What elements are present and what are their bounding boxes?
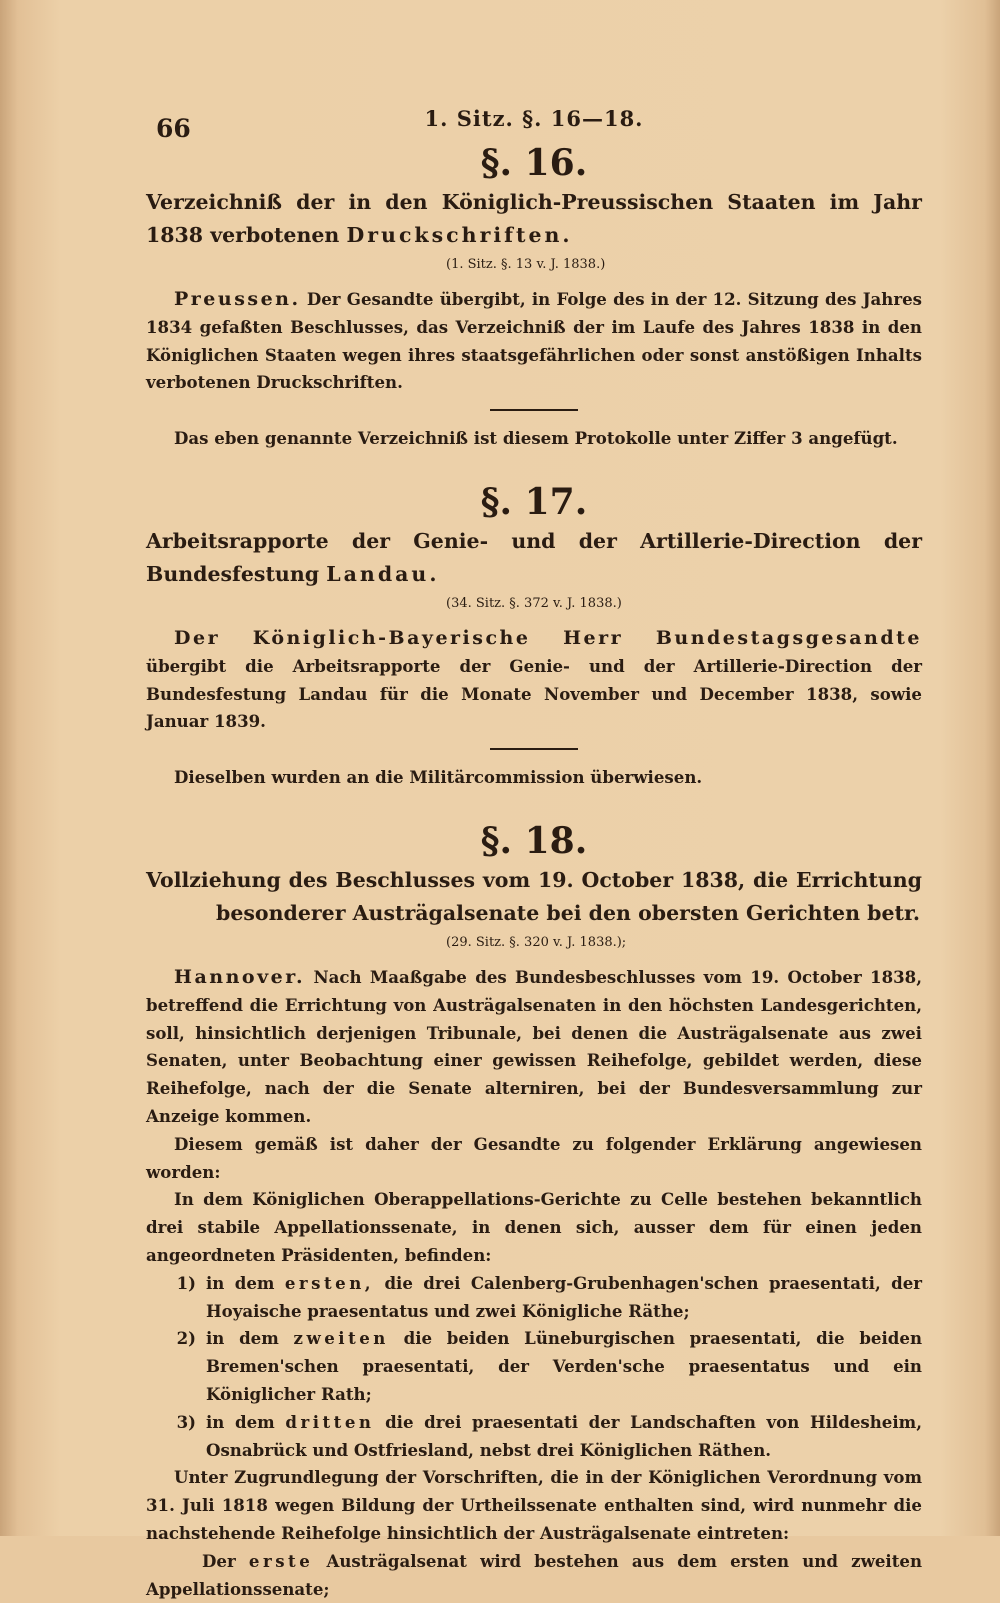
list-item-number: 3) bbox=[176, 1411, 196, 1432]
section-18-paragraph-1 bbox=[146, 964, 922, 1131]
section-18-reference: (29. Sitz. §. 320 v. J. 1838.); bbox=[446, 934, 627, 950]
running-head bbox=[146, 100, 922, 143]
list-item-text: in dem zweiten die beiden Lüneburgischen praesentati, die beiden Bremen'schen praesentati, der Verden'sche praesentatus und ein Königlicher Rath; bbox=[206, 1328, 923, 1404]
section-17-title bbox=[146, 525, 922, 591]
section-17-p1-text: übergibt die Arbeitsrapporte der Genie- und der Artillerie-Direction der Bundesfestung Landau für die Monate November und December 1838, sowie Januar 1839. bbox=[146, 655, 922, 732]
section-16-number: §. 16. bbox=[480, 142, 588, 184]
section-divider bbox=[490, 409, 578, 411]
list-item-text: in dem dritten die drei praesentati der Landschaften von Hildesheim, Osnabrück und Ostfriesland, nebst drei Königlichen Räthen. bbox=[206, 1411, 922, 1460]
section-17-title-spaced: Landau. bbox=[326, 561, 440, 586]
page-content bbox=[146, 100, 922, 1603]
section-18-paragraph-2: Diesem gemäß ist daher der Gesandte zu folgender Erklärung angewiesen worden: bbox=[146, 1133, 922, 1182]
section-18-p1-text: Nach Maaßgabe des Bundesbeschlusses vom 19. October 1838, betreffend die Errichtung von Austrägalsenaten in den höchsten Landesgerichten, soll, hinsichtlich derjenigen Tribunale, bei denen die Austrägalsenate aus zwei Senaten, unter Beobachtung einer gewissen Reihefolge, gebildet werden, diese Reihefolge, nach der die Senate alterniren, bei der Bundesversammlung zur Anzeige kommen. bbox=[146, 966, 923, 1126]
list-item-number: 1) bbox=[176, 1272, 196, 1293]
section-17-paragraph-1 bbox=[146, 625, 922, 736]
section-18-paragraph-3: In dem Königlichen Oberappellations-Gerichte zu Celle bestehen bekanntlich drei stabile Appellationssenate, in denen sich, ausser dem für einen jeden angeordneten Präsidenten, befinden: bbox=[146, 1189, 922, 1265]
section-16-reference: (1. Sitz. §. 13 v. J. 1838.) bbox=[446, 257, 606, 272]
section-17-number: §. 17. bbox=[480, 480, 588, 523]
section-16-title-spaced: Druckschriften. bbox=[346, 223, 573, 247]
section-18-paragraph-4: Unter Zugrundlegung der Vorschriften, die in der Königlichen Verordnung vom 31. Juli 1818 wegen Bildung der Urtheilssenate enthalten sind, wird nunmehr die nachstehende Reihefolge hinsichtlich der Austrägalsenate eintreten: bbox=[146, 1467, 922, 1543]
section-17-paragraph-2: Dieselben wurden an die Militärcommission überwiesen. bbox=[174, 767, 703, 788]
section-divider bbox=[490, 748, 578, 750]
section-17-title-text: Arbeitsrapporte der Genie- und der Artillerie-Direction der Bundesfestung bbox=[146, 528, 922, 586]
section-17-lead: Der Königlich-Bayerische Herr Bundestagsgesandte bbox=[174, 626, 922, 649]
list-item-number: 2) bbox=[176, 1328, 196, 1349]
list-item bbox=[146, 1270, 922, 1326]
section-17-reference: (34. Sitz. §. 372 v. J. 1838.) bbox=[446, 595, 622, 611]
section-16-lead: Preussen. bbox=[174, 288, 301, 310]
list-item-text: in dem ersten, die drei Calenberg-Grubenhagen'schen praesentati, der Hoyaische praesentatus und zwei Königliche Räthe; bbox=[206, 1272, 922, 1321]
section-16-title bbox=[146, 186, 922, 252]
running-title: 1. Sitz. §. 16—18. bbox=[424, 106, 644, 131]
page-number: 66 bbox=[156, 114, 191, 143]
section-18-number: §. 18. bbox=[480, 819, 588, 862]
list-item bbox=[146, 1325, 922, 1408]
section-16-p1-text: Der Gesandte übergibt, in Folge des in der 12. Sitzung des Jahres 1834 gefaßten Beschlusses, das Verzeichniß der im Laufe des Jahres 1838 in den Königlichen Staaten wegen ihres staatsgefährlichen oder sonst anstößigen Inhalts verbotenen Druckschriften. bbox=[146, 289, 923, 393]
section-16-paragraph-2: Das eben genannte Verzeichniß ist diesem Protokolle unter Ziffer 3 angefügt. bbox=[174, 428, 898, 449]
section-16-paragraph-1 bbox=[146, 286, 922, 397]
section-18-title: Vollziehung des Beschlusses vom 19. October 1838, die Errichtung besonderer Austrägalsenate bei den obersten Gerichten betr. bbox=[146, 867, 922, 925]
section-16-title-text: Verzeichniß der in den Königlich-Preussischen Staaten im Jahr 1838 verbotenen bbox=[146, 190, 922, 247]
list-item bbox=[146, 1409, 922, 1465]
section-18-lead: Hannover. bbox=[174, 965, 306, 988]
section-18-paragraph-5: Der erste Austrägalsenat wird bestehen aus dem ersten und zweiten Appellationssenate; bbox=[146, 1550, 923, 1599]
